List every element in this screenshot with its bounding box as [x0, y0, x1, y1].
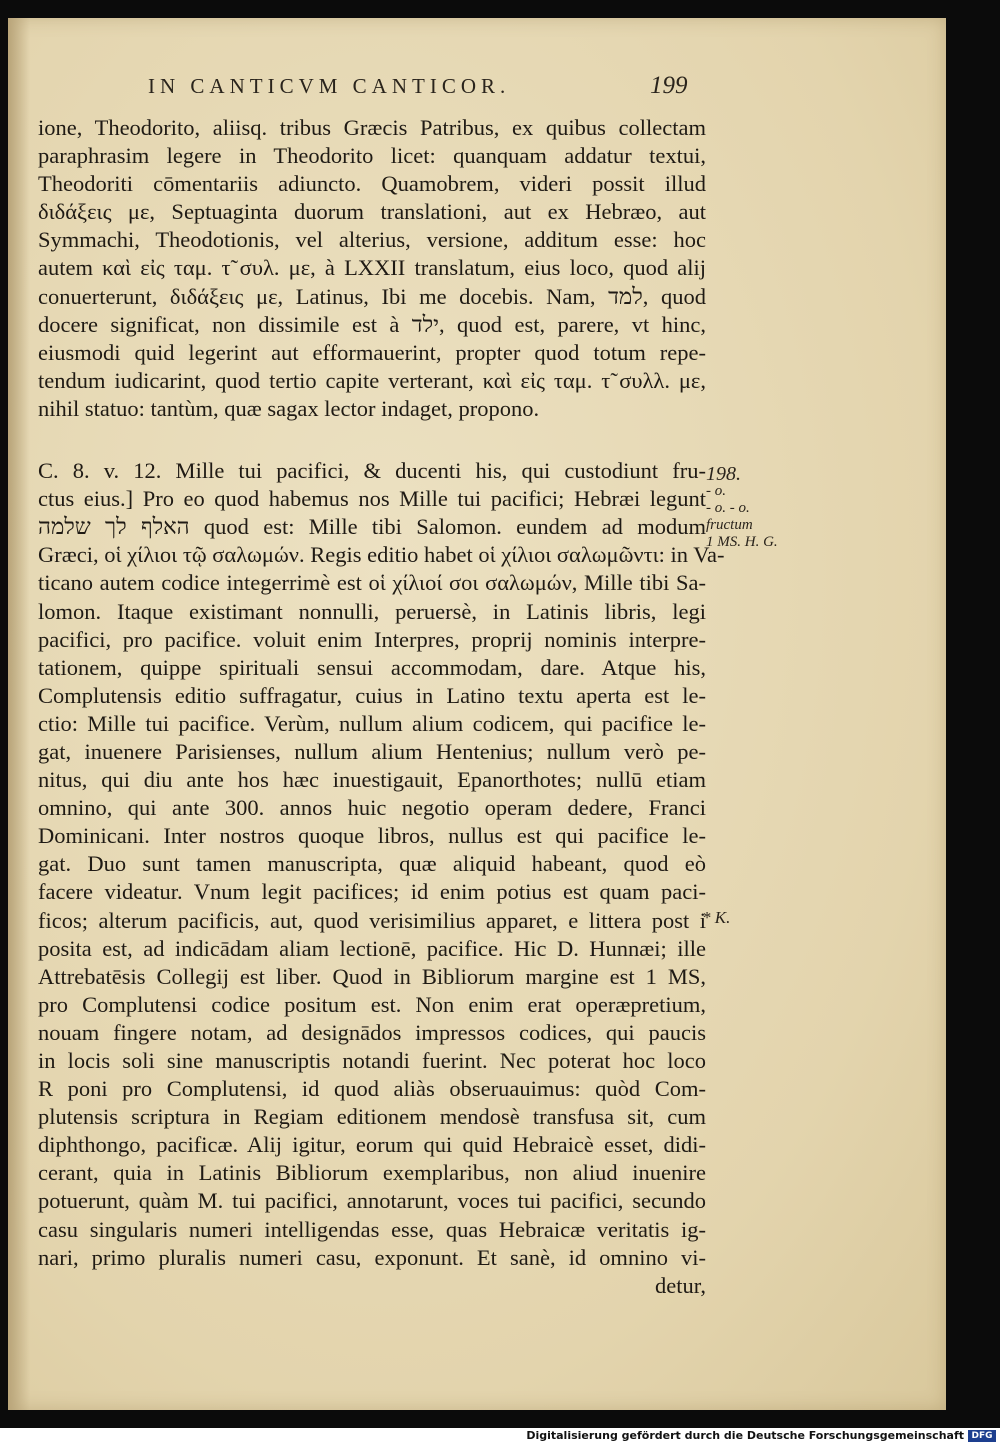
text-line: ione, Theodorito, aliisq. tribus Græcis Patribus, ex quibus collectam — [38, 115, 706, 140]
funding-credit: Digitalisierung gefördert durch die Deutsche Forschungsgemeinschaft — [526, 1429, 964, 1442]
page-number: 199 — [650, 72, 688, 99]
paragraph-gap — [38, 423, 706, 457]
text-line: ctio: Mille tui pacifice. Verùm, nullum alium codicem, qui pacifice le- — [38, 710, 706, 736]
text-line: lomon. Itaque existimant nonnulli, peruersè, in Latinis libris, legi — [38, 598, 706, 624]
text-line: Græci, οἱ χίλιοι τῷ σαλωμών. Regis editio habet οἱ χίλιοι σαλωμῶντι: in Va- — [38, 542, 725, 568]
text-line: diphthongo, pacificæ. Alij igitur, eorum qui quid Hebraicè esset, didi- — [38, 1132, 706, 1158]
footer-bar — [0, 1428, 1000, 1445]
text-line: nari, primo pluralis numeri casu, exponunt. Et sanè, id omnino vi- — [38, 1244, 706, 1270]
text-line: plutensis scriptura in Regiam editionem mendosè transfusa sit, cum — [38, 1104, 706, 1130]
text-line: Attrebatēsis Collegij est liber. Quod in Bibliorum margine est 1 MS, — [38, 963, 706, 989]
text-line: gat. Duo sunt tamen manuscripta, quæ aliquid habeant, quod eò — [38, 851, 706, 877]
text-line: ticano autem codice integerrimè est οἱ χίλιοί σοι σαλωμών, Mille tibi Sa- — [38, 570, 706, 596]
text-line: tationem, quippe spirituali sensui accommodam, dare. Atque his, — [38, 654, 706, 680]
running-title: IN CANTICVM CANTICOR. — [148, 74, 511, 98]
text-line: conuerterunt, διδάξεις με, Latinus, Ibi me docebis. Nam, למד, quod — [38, 283, 707, 309]
margin-note: 198. — [706, 463, 741, 485]
margin-note: - o. - o. — [706, 500, 750, 516]
text-line: nihil statuo: tantùm, quæ sagax lector indaget, propono. — [38, 395, 540, 421]
margin-notes — [706, 463, 806, 551]
text-line: διδάξεις με, Septuaginta duorum translationi, aut ex Hebræo, aut — [38, 199, 706, 225]
text-line: ficos; alterum pacificis, aut, quod verisimilius apparet, e littera post i — [38, 907, 706, 933]
text-line: docere significat, non dissimile est à ילד, quod est, parere, vt hinc, — [38, 311, 706, 337]
text-line: tendum iudicarint, quod tertio capite verterant, καὶ εἰς ταμ. τ̃ συλλ. με, — [38, 367, 706, 393]
margin-note: fructum — [706, 517, 753, 533]
text-line: cerant, quia in Latinis Bibliorum exemplaribus, non aliud inuenire — [38, 1160, 706, 1186]
text-line: Theodoriti cōmentariis adiuncto. Quamobrem, videri possit illud — [38, 171, 706, 197]
catchword: detur, — [655, 1272, 706, 1298]
book-page — [8, 18, 946, 1410]
text-line: C. 8. v. 12. Mille tui pacifici, & ducenti his, qui custodiunt fru- — [38, 458, 706, 484]
text-line: eiusmodi quid legerint aut efformauerint, propter quod totum repe- — [38, 339, 706, 365]
text-line: gat, inuenere Parisienses, nullum alium Hentenius; nullum verò pe- — [38, 738, 706, 764]
text-line: paraphrasim legere in Theodorito licet: quanquam addatur textui, — [38, 143, 706, 169]
text-line: R poni pro Complutensi, id quod aliàs obseruauimus: quòd Com- — [38, 1076, 706, 1102]
margin-note: 1 MS. H. G. — [706, 534, 778, 550]
text-line: in locis soli sine manuscriptis notandi fuerint. Nec poterat hoc loco — [38, 1048, 706, 1073]
text-line: autem καὶ εἰς ταμ. τ̃ συλ. με, à LXXII translatum, eius loco, quod alij — [38, 255, 706, 281]
text-line: nitus, qui diu ante hos hæc inuestigauit, Epanorthotes; nullū etiam — [38, 767, 706, 793]
text-line: ctus eius.] Pro eo quod habemus nos Mille tui pacifici; Hebræi legunt — [38, 486, 706, 512]
text-line: nouam fingere notam, ad designādos impressos codices, qui paucis — [38, 1019, 706, 1045]
text-line: casu singularis numeri intelligendas esse, quas Hebraicæ veritatis ig- — [38, 1216, 706, 1242]
text-line: pacifici, pro pacifice. voluit enim Interpres, proprij nominis interpre- — [38, 626, 706, 652]
paragraph-1 — [38, 114, 706, 423]
text-line: omnino, qui ante 300. annos huic negotio operam dedere, Franci — [38, 795, 706, 821]
text-line: Complutensis editio suffragatur, cuius in Latino textu aperta est le- — [38, 682, 706, 708]
text-line: potuerunt, quàm M. tui pacifici, annotarunt, voces tui pacifici, secundo — [38, 1188, 706, 1214]
page-gutter-shadow — [8, 18, 30, 1410]
margin-note: - o. — [706, 483, 726, 499]
text-line: Dominicani. Inter nostros quoque libros, nullus est qui pacifice le- — [38, 823, 706, 849]
text-line: pro Complutensi codice positum est. Non enim erat operæpretium, — [38, 991, 706, 1017]
text-line: facere videatur. Vnum legit pacifices; id enim potius est quam paci- — [38, 879, 706, 905]
text-line: Symmachi, Theodotionis, vel alterius, versione, additum esse: hoc — [38, 227, 706, 253]
text-line: האלף לך שלמה quod est: Mille tibi Salomon. eundem ad modum — [38, 514, 707, 540]
text-line: posita est, ad indicādam aliam lectionē, pacifice. Hic D. Hunnæi; ille — [38, 935, 706, 961]
margin-note-k: * K. — [702, 908, 731, 927]
dfg-logo-icon: DFG — [968, 1430, 996, 1442]
